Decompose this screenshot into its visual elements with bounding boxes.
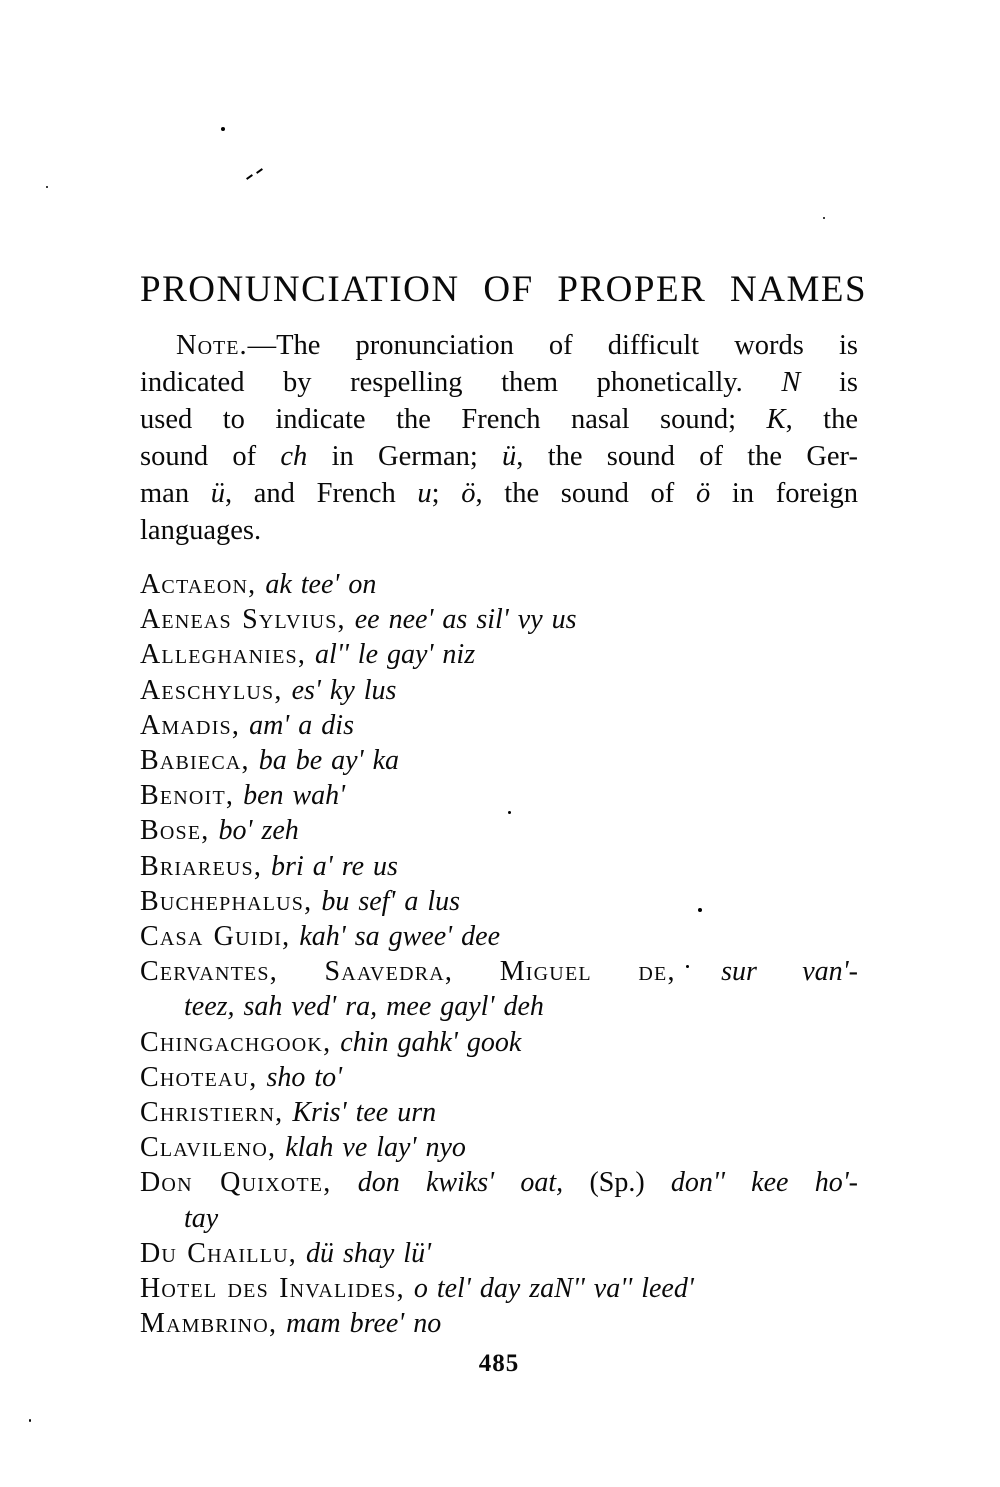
entry-name: Christiern,: [140, 1097, 284, 1129]
note-paragraph: [140, 327, 858, 549]
italic-phonetic-text: K: [766, 404, 786, 435]
list-item: [140, 602, 858, 637]
list-item: [140, 849, 858, 884]
italic-phonetic-text: klah ve lay' nyo: [285, 1132, 466, 1164]
italic-phonetic-text: chin gahk' gook: [340, 1026, 522, 1058]
list-item: [140, 778, 858, 813]
entry-name: Choteau,: [140, 1061, 258, 1093]
scan-speck: [29, 1419, 31, 1422]
note-line: indicated by respelling them phonetically. N is: [140, 367, 858, 398]
entry-name: Babieca,: [140, 745, 250, 777]
note-line: used to indicate the French nasal sound; K, the: [140, 404, 858, 435]
entry-pronunciation: [184, 1203, 218, 1234]
entry-name: Alleghanies,: [140, 639, 307, 671]
italic-phonetic-text: kah' sa gwee' dee: [299, 921, 501, 953]
scan-speck: [46, 186, 48, 188]
italic-phonetic-text: N: [781, 367, 801, 398]
entry-name: Hotel des Invalides,: [140, 1273, 405, 1305]
entry-pronunciation: [249, 710, 354, 741]
scan-speck: [823, 217, 825, 219]
scan-speck: [256, 168, 263, 174]
entry-pronunciation: [355, 604, 577, 635]
entry-pronunciation: [292, 1097, 436, 1128]
entry-pronunciation: [285, 1132, 466, 1163]
list-item: [140, 567, 858, 602]
entry-pronunciation: [299, 921, 500, 952]
list-item: [140, 1025, 858, 1060]
italic-phonetic-text: ba be ay' ka: [258, 745, 400, 777]
note-line: sound of ch in German; ü, the sound of the Ger-: [140, 441, 858, 472]
page-title: PRONUNCIATION OF PROPER NAMES: [140, 269, 868, 310]
italic-phonetic-text: ee nee' as sil' vy us: [354, 604, 577, 636]
entry-name: Buchephalus,: [140, 885, 313, 917]
list-item: [140, 1165, 858, 1200]
list-item: [140, 1130, 858, 1165]
entry-pronunciation: [266, 1062, 342, 1093]
entry-name: Bose,: [140, 815, 210, 847]
italic-phonetic-text: u: [417, 478, 432, 509]
entry-pronunciation: [721, 956, 858, 987]
italic-phonetic-text: bu sef' a lus: [321, 885, 461, 917]
list-item: [140, 637, 858, 672]
entry-pronunciation: [315, 639, 475, 670]
list-item: [140, 1095, 858, 1130]
italic-phonetic-text: tay: [184, 1202, 219, 1234]
italic-phonetic-text: sho to': [266, 1061, 343, 1093]
page-number: 485: [478, 1350, 520, 1377]
italic-phonetic-text: ö: [461, 478, 476, 509]
entry-name: Cervantes, Saavedra, Miguel de,: [140, 956, 676, 988]
italic-phonetic-text: es' ky lus: [291, 674, 397, 706]
entry-pronunciation: [184, 991, 544, 1022]
italic-phonetic-text: sur van'-: [721, 956, 858, 988]
italic-phonetic-text: bri a' re us: [271, 850, 398, 882]
italic-phonetic-text: ben wah': [243, 780, 346, 812]
entry-name: Mambrino,: [140, 1308, 278, 1340]
italic-phonetic-text: ü: [502, 441, 517, 472]
note-line: man ü, and French u; ö, the sound of ö in foreign: [140, 478, 859, 509]
entry-continuation-line: [184, 1201, 858, 1236]
entry-pronunciation: [243, 780, 345, 811]
italic-phonetic-text: teez, sah ved' ra, mee gayl' deh: [184, 991, 544, 1023]
entry-name: Aeneas Sylvius,: [140, 604, 346, 636]
list-item: [140, 743, 858, 778]
list-item: [140, 1060, 858, 1095]
italic-phonetic-text: bo' zeh: [218, 815, 299, 847]
italic-phonetic-text: don'' kee ho'-: [670, 1167, 859, 1199]
italic-phonetic-text: Kris' tee urn: [292, 1097, 437, 1129]
list-item: [140, 884, 858, 919]
scan-speck: [221, 127, 225, 131]
italic-phonetic-text: o tel' day zaN'' va'' leed': [413, 1273, 694, 1305]
entry-name: Amadis,: [140, 709, 241, 741]
entry-pronunciation: [271, 851, 398, 882]
list-item: [140, 1236, 858, 1271]
entry-name: Clavileno,: [140, 1132, 277, 1164]
italic-phonetic-text: ch: [280, 441, 308, 472]
list-item: [140, 954, 858, 989]
entry-name: Briareus,: [140, 850, 263, 882]
list-item: [140, 813, 858, 848]
list-item: [140, 1271, 858, 1306]
entry-pronunciation: [414, 1273, 694, 1304]
smallcaps-text: Note.: [176, 330, 248, 361]
list-item: [140, 1306, 858, 1341]
entry-pronunciation: [321, 886, 460, 917]
entry-pronunciation: [340, 1027, 521, 1058]
italic-phonetic-text: ü: [210, 478, 225, 509]
italic-phonetic-text: ö: [695, 478, 711, 509]
pronunciation-list: [140, 567, 858, 1341]
entry-pronunciation: [306, 1238, 431, 1269]
entry-name: Don Quixote,: [140, 1167, 332, 1199]
entry-name: Aeschylus,: [140, 674, 283, 706]
entry-pronunciation: don kwiks' oat, (Sp.) don'' kee ho'-: [357, 1167, 859, 1199]
list-item: [140, 708, 858, 743]
note-line: Note.—The pronunciation of difficult words is: [176, 330, 858, 361]
entry-name: Du Chaillu,: [140, 1237, 297, 1269]
italic-phonetic-text: mam bree' no: [286, 1308, 442, 1340]
italic-phonetic-text: ak tee' on: [265, 569, 377, 600]
entry-pronunciation: [286, 1308, 441, 1339]
entry-pronunciation: [218, 815, 298, 846]
entry-name: Benoit,: [140, 780, 235, 812]
entry-pronunciation: [259, 745, 399, 776]
note-line: languages.: [140, 515, 262, 546]
entry-continuation-line: [184, 989, 858, 1024]
italic-phonetic-text: al'' le gay' niz: [315, 639, 476, 671]
entry-pronunciation: [292, 675, 397, 706]
list-item: [140, 919, 858, 954]
italic-phonetic-text: dü shay lü': [305, 1237, 432, 1269]
entry-name: Actaeon,: [140, 569, 257, 600]
italic-phonetic-text: am' a dis: [249, 709, 354, 741]
scan-speck: [246, 174, 253, 180]
list-item: [140, 673, 858, 708]
entry-pronunciation: [265, 569, 376, 600]
italic-phonetic-text: don kwiks' oat,: [357, 1167, 590, 1199]
entry-name: Chingachgook,: [140, 1026, 332, 1058]
entry-name: Casa Guidi,: [140, 921, 291, 953]
